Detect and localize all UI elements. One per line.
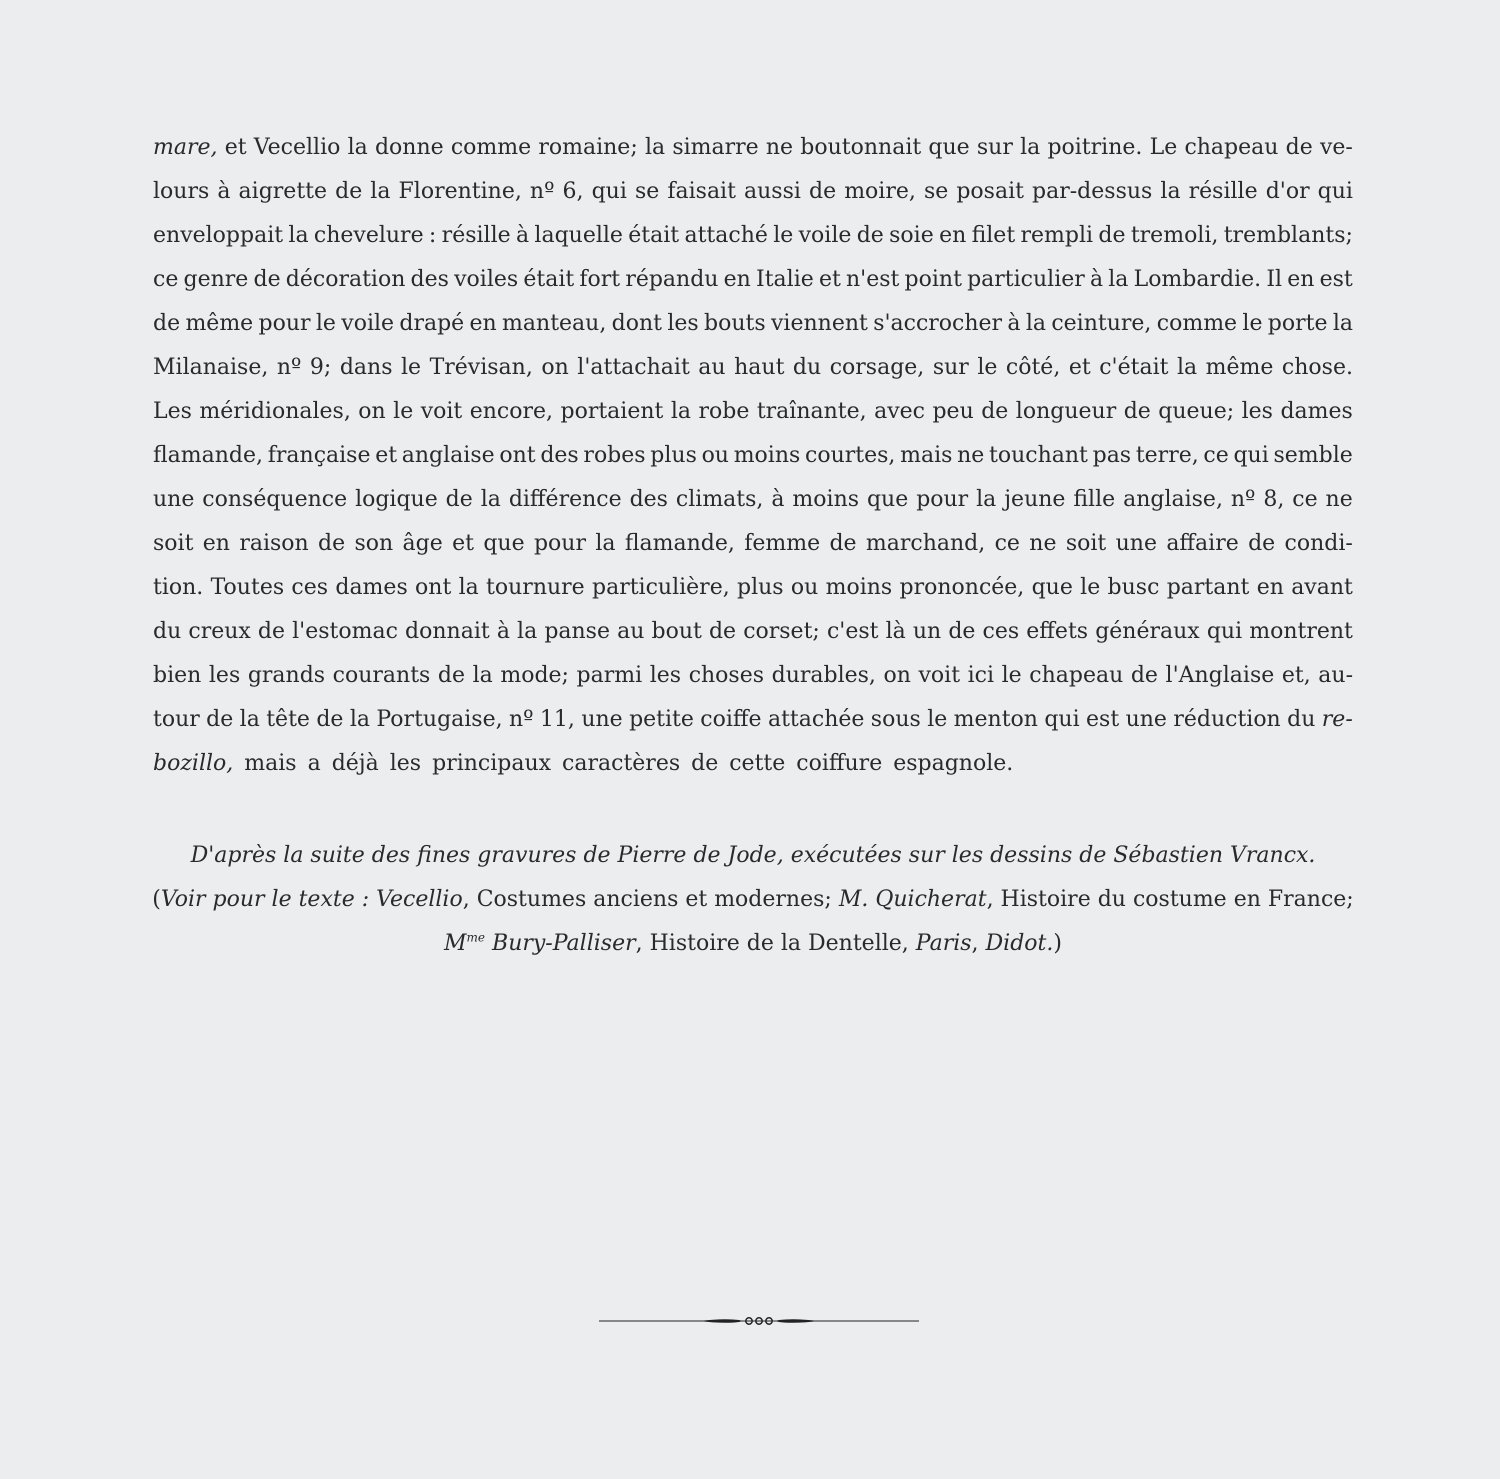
text-line: du creux de l'estomac donnait à la panse au bout de corset; c'est là un de ces effets généraux qui montrent <box>153 619 1353 644</box>
text-line: bozillo, mais a déjà les principaux caractères de cette coiffure espagnole. <box>153 751 1014 776</box>
text-line: lours à aigrette de la Florentine, nº 6, qui se faisait aussi de moire, se posait par-dessus la résille d'or qui <box>153 179 1353 204</box>
text-line: soit en raison de son âge et que pour la flamande, femme de marchand, ce ne soit une affaire de condi- <box>153 531 1353 556</box>
text-line: bien les grands courants de la mode; parmi les choses durables, on voit ici le chapeau de l'Anglaise et, au- <box>153 663 1353 688</box>
tailpiece-ornament <box>599 1311 919 1331</box>
text-line: une conséquence logique de la différence des climats, à moins que pour la jeune fille anglaise, nº 8, ce ne <box>153 487 1353 512</box>
caption-line-2: (Voir pour le texte : Vecellio, Costumes anciens et modernes; M. Quicherat, Histoire du costume en France; <box>152 887 1354 912</box>
text-line: tion. Toutes ces dames ont la tournure particulière, plus ou moins prononcée, que le busc partant en avant <box>153 575 1353 600</box>
plate-caption <box>150 834 1356 966</box>
text-line: flamande, française et anglaise ont des robes plus ou moins courtes, mais ne touchant pas terre, ce qui semble <box>153 443 1353 468</box>
caption-line-1: D'après la suite des fines gravures de Pierre de Jode, exécutées sur les dessins de Sébastien Vrancx. <box>190 843 1316 868</box>
text-line: mare, et Vecellio la donne comme romaine; la simarre ne boutonnait que sur la poitrine. Le chapeau de ve- <box>153 135 1353 160</box>
text-line: Les méridionales, on le voit encore, portaient la robe traînante, avec peu de longueur de queue; les dames <box>153 399 1353 424</box>
text-line: ce genre de décoration des voiles était fort répandu en Italie et n'est point particulier à la Lombardie. Il en est <box>153 267 1353 292</box>
text-line: enveloppait la chevelure : résille à laquelle était attaché le voile de soie en filet rempli de tremoli, tremblants; <box>153 223 1353 248</box>
text-line: de même pour le voile drapé en manteau, dont les bouts viennent s'accrocher à la ceinture, comme le porte la <box>153 311 1353 336</box>
text-line: tour de la tête de la Portugaise, nº 11, une petite coiffe attachée sous le menton qui est une réduction du re- <box>153 707 1353 732</box>
body-paragraph <box>153 126 1353 786</box>
text-line: Milanaise, nº 9; dans le Trévisan, on l'attachait au haut du corsage, sur le côté, et c'était la même chose. <box>153 355 1353 380</box>
caption-line-3: $M^{me}$ Bury-Palliser, Histoire de la Dentelle, Paris, Didot.) <box>444 930 1062 956</box>
